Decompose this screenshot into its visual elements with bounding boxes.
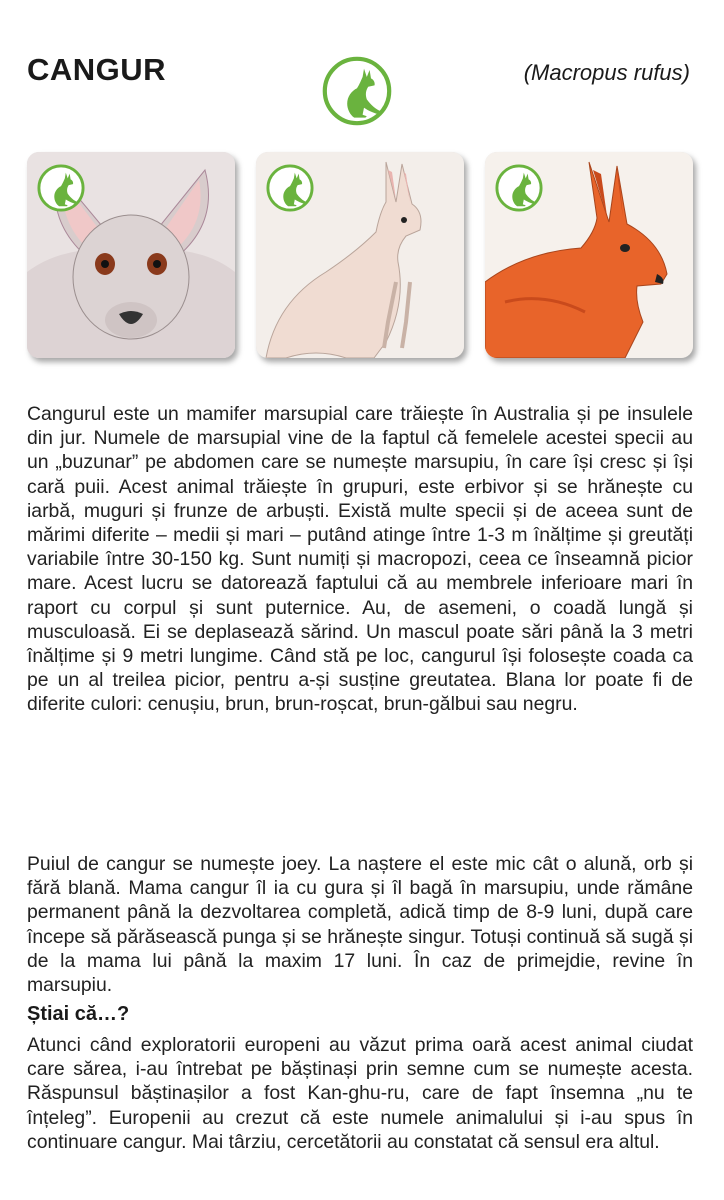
did-you-know-heading: Știai că…?	[27, 1003, 130, 1025]
red-kangaroo-drawing	[485, 152, 693, 358]
kangaroo-face-drawing	[27, 152, 235, 358]
latin-name: (Macropus rufus)	[523, 60, 690, 85]
paragraph-description: Cangurul este un mamifer marsupial care trăiește în Australia și pe insulele din jur. Numele de marsupial vine de la faptul că femelele acestei specii au un „buzunar” pe abdomen care se numește marsupiu, în care își cresc și își cară puii. Acest animal trăiește în grupuri, este erbivor și se hrănește cu iarbă, muguri și frunze de arbuști. Există multe specii și de aceea sunt de mărimi diferite – medii și mari – putând atinge între 1-3 m înălțime și greutăți variabile între 30-150 kg. Sunt numiți și macropozi, ceea ce înseamnă picior mare. Acest lucru se datorează faptului că au membrele inferioare mari în raport cu corpul și sunt puternice. Au, de asemeni, o coadă lungă și musculoasă. Ei se deplasează sărind. Un mascul poate sări până la 3 metri înălțime și 9 metri lungime. Când stă pe loc, cangurul își folosește coada ca pe un al treilea picior, pentru a-și susține greutatea. Blana lor poate fi de diferite culori: cenușiu, brun, brun-roșcat, brun-gălbui sau negru.	[27, 403, 693, 716]
kangaroo-icon	[495, 164, 543, 212]
pale-kangaroo-drawing	[256, 152, 464, 358]
paragraph-fun-fact: Atunci când exploratorii europeni au văzut prima oară acest animal ciudat care sărea, i-au întrebat pe băștinași prin semne cum se numește acesta. Răspunsul băștinașilor a fost Kan-ghu-ru, care de fapt însemna „nu te înțeleg”. Europenii au crezut că este numele animalului și i-au spus în continuare cangur. Mai târziu, cercetătorii au constatat că sensul era altul.	[27, 1034, 693, 1153]
kangaroo-icon	[266, 164, 314, 212]
kangaroo-icon	[322, 56, 392, 126]
paragraph-joey: Puiul de cangur se numește joey. La naștere el este mic cât o alună, orb și fără blană. Mama cangur îl ia cu gura și îl bagă în marsupiu, unde rămâne permanent până la dezvoltarea completă, adică timp de 8-9 luni, după care începe să părăsească punga și se hrănește singur. Totuși continuă să sugă și de la mama lui până la maxim 17 luni. În caz de primejdie, revine în marsupiu.	[27, 853, 693, 997]
page-title: CANGUR	[27, 52, 167, 87]
kangaroo-icon	[37, 164, 85, 212]
